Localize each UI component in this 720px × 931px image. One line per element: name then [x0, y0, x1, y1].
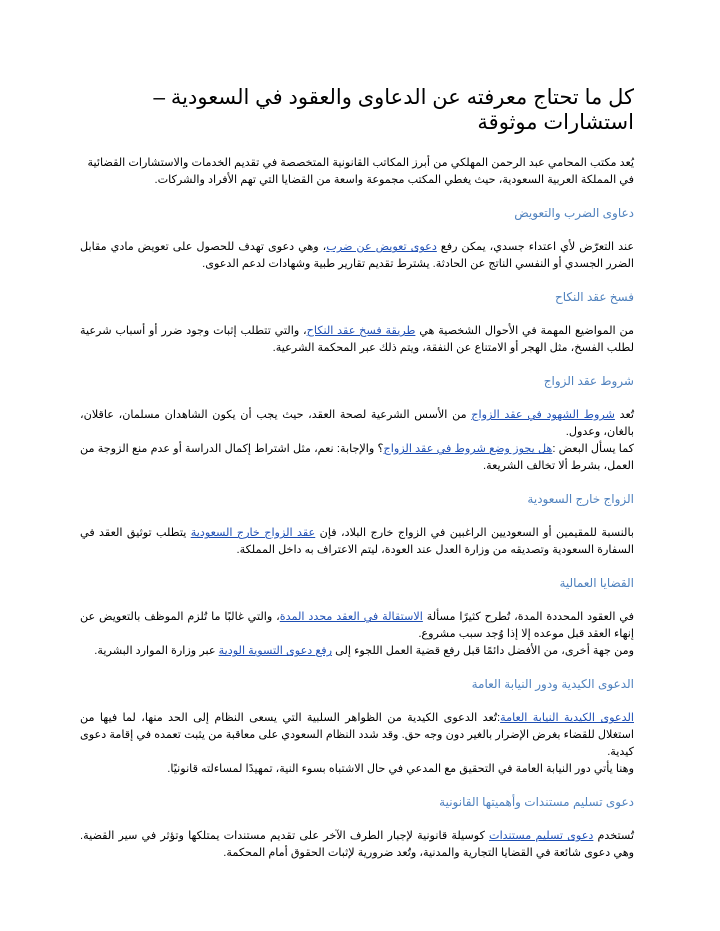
section-paragraph — [80, 828, 634, 862]
paragraph-text: بالنسبة للمقيمين أو السعوديين الراغبين في الزواج خارج البلاد، فإن — [315, 527, 634, 540]
section-heading: الدعوى الكيدية ودور النيابة العامة — [471, 677, 634, 692]
section-paragraph — [80, 643, 634, 660]
paragraph-text: ؟ والإجابة: نعم، مثل اشتراط إكمال الدراسة أو عدم منع الزوجة من العمل، بشرط ألا تخالف الشريعة. — [80, 443, 634, 473]
section-body — [80, 239, 634, 273]
inline-link[interactable]: دعوى تعويض عن ضرب — [326, 241, 437, 254]
section — [80, 489, 634, 559]
section-body — [80, 609, 634, 660]
inline-link[interactable]: هل يجوز وضع شروط في عقد الزواج — [383, 443, 553, 456]
paragraph-text: عبر وزارة الموارد البشرية. — [94, 645, 219, 658]
section — [80, 792, 634, 862]
paragraph-text: تُعد — [614, 409, 634, 422]
section-paragraph — [80, 609, 634, 643]
sections-container — [80, 203, 634, 862]
section-heading: دعوى تسليم مستندات وأهميتها القانونية — [439, 795, 634, 810]
paragraph-text: ، وهي دعوى تهدف للحصول على تعويض مادي مقابل الضرر الجسدي أو النفسي الناتج عن الحادثة. يشترط تقديم تقارير طبية وشهادات لدعم الدعوى. — [80, 241, 634, 271]
section-paragraph — [80, 525, 634, 559]
section-heading: القضايا العمالية — [559, 576, 634, 591]
section — [80, 287, 634, 357]
section-body — [80, 323, 634, 357]
section-body — [80, 828, 634, 862]
intro-paragraph: يُعد مكتب المحامي عبد الرحمن المهلكي من أبرز المكاتب القانونية المتخصصة في تقديم الخدمات والاستشارات القضائية في المملكة العربية السعودية، حيث يغطي المكتب مجموعة واسعة من القضايا التي تهم الأفراد والشركات. — [87, 157, 634, 187]
section-heading: الزواج خارج السعودية — [527, 492, 634, 507]
section — [80, 573, 634, 660]
paragraph-text: كما يسأل البعض : — [552, 443, 635, 456]
section-paragraph — [80, 407, 634, 441]
section-paragraph — [80, 710, 634, 761]
inline-link[interactable]: طريقة فسخ عقد النكاح — [306, 325, 416, 338]
paragraph-text: يتطلب توثيق العقد في السفارة السعودية وتصديقه من وزارة العدل عند العودة، ليتم الاعتراف به داخل المملكة. — [80, 527, 634, 557]
inline-link[interactable]: عقد الزواج خارج السعودية — [190, 527, 316, 540]
section — [80, 371, 634, 475]
inline-link[interactable]: دعوى تسليم مستندات — [489, 830, 594, 843]
section-body — [80, 407, 634, 475]
paragraph-text: في العقود المحددة المدة، تُطرح كثيرًا مسألة — [422, 611, 634, 624]
section-paragraph — [80, 239, 634, 273]
paragraph-text: ومن جهة أخرى، من الأفضل دائمًا قبل رفع قضية العمل اللجوء إلى — [332, 645, 634, 658]
section — [80, 674, 634, 778]
paragraph-text: كوسيلة قانونية لإجبار الطرف الآخر على تقديم مستندات يمتلكها وتؤثر في سير القضية. وهي دعوى شائعة في القضايا التجارية والمدنية، وتُعد ضرورية لإثبات الحقوق أمام المحكمة. — [80, 830, 634, 860]
paragraph-text: ، والتي غالبًا ما تُلزم الموظف بالتعويض عن إنهاء العقد قبل موعده إلا إذا وُجد سبب مشروع. — [80, 611, 634, 641]
paragraph-text: وهنا يأتي دور النيابة العامة في التحقيق مع المدعي في حال الاشتباه بسوء النية، تمهيدًا لمساءلته قانونيًا. — [167, 763, 634, 776]
section-paragraph — [80, 761, 634, 778]
inline-link[interactable]: الدعوى الكيدية النيابة العامة — [500, 712, 634, 725]
paragraph-text: تُستخدم — [593, 830, 634, 843]
section-heading: دعاوى الضرب والتعويض — [514, 206, 634, 221]
section-heading: فسخ عقد النكاح — [554, 290, 634, 305]
paragraph-text: ، والتي تتطلب إثبات وجود ضرر أو أسباب شرعية لطلب الفسخ، مثل الهجر أو الامتناع عن النفقة، ويتم ذلك عبر المحكمة الشرعية. — [80, 325, 634, 355]
section-paragraph — [80, 323, 634, 357]
paragraph-text: :تُعد الدعوى الكيدية من الظواهر السلبية التي يسعى النظام إلى الحد منها، لما فيها من استغلال للقضاء بغرض الإضرار بالغير دون وجه حق. وقد شدد النظام السعودي على معاقبة من يثبت تعمده في إقامة دعوى كيدية. — [80, 712, 634, 759]
paragraph-text: من الأسس الشرعية لصحة العقد، حيث يجب أن يكون الشاهدان مسلمان، عاقلان، بالغان، وعدول. — [80, 409, 634, 439]
inline-link[interactable]: رفع دعوى التسوية الودية — [218, 645, 333, 658]
section-heading: شروط عقد الزواج — [543, 374, 634, 389]
paragraph-text: من المواضيع المهمة في الأحوال الشخصية هي — [415, 325, 634, 338]
section — [80, 203, 634, 273]
section-body — [80, 525, 634, 559]
inline-link[interactable]: الاستقالة في العقد محدد المدة — [279, 611, 423, 624]
section-paragraph — [80, 441, 634, 475]
section-body — [80, 710, 634, 778]
inline-link[interactable]: شروط الشهود في عقد الزواج — [471, 409, 615, 422]
paragraph-text: عند التعرّض لأي اعتداء جسدي، يمكن رفع — [436, 241, 635, 254]
document-title: كل ما تحتاج معرفته عن الدعاوى والعقود في السعودية – استشارات موثوقة — [153, 86, 634, 135]
